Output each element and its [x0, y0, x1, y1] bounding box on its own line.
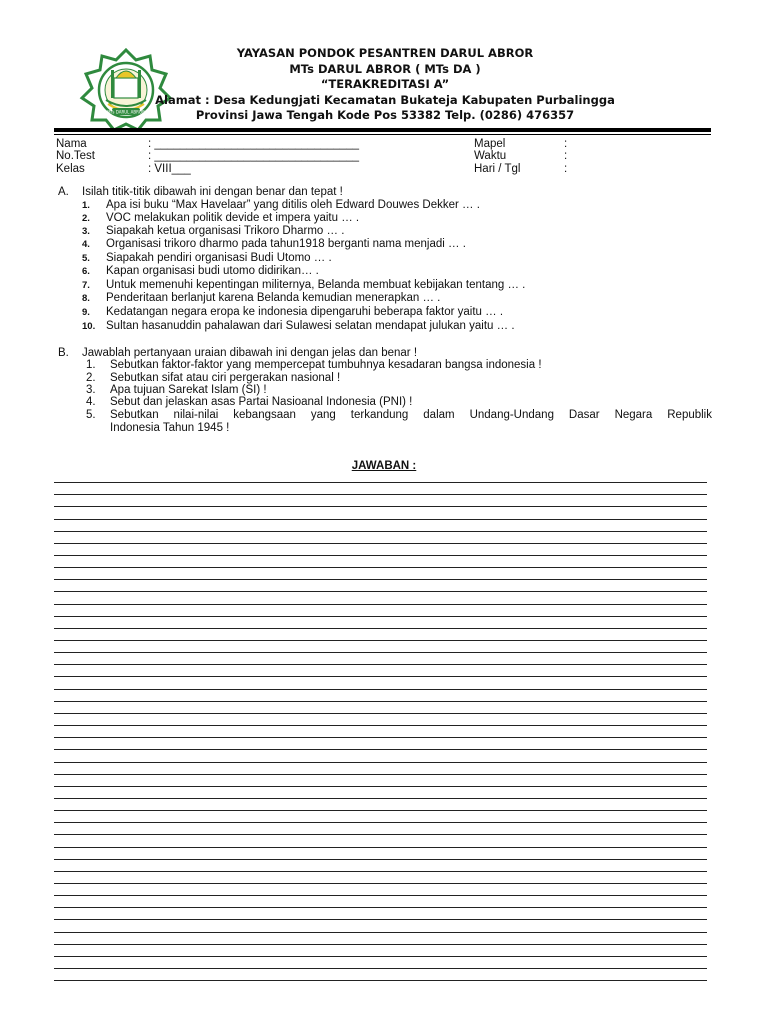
- question-text: Organisasi trikoro dharmo pada tahun1918 berganti nama menjadi … .: [106, 238, 466, 250]
- question-number: 5.: [86, 409, 96, 421]
- field-kelas[interactable]: : VIII___: [148, 163, 191, 175]
- field-mapel[interactable]: :: [564, 138, 568, 150]
- answer-line[interactable]: [54, 482, 707, 483]
- question-text: Penderitaan berlanjut karena Belanda kemudian menerapkan … .: [106, 292, 441, 304]
- question-text: Apa tujuan Sarekat Islam (SI) !: [110, 384, 267, 396]
- answer-line[interactable]: [54, 798, 707, 799]
- question-number: 1.: [82, 200, 90, 211]
- answer-line[interactable]: [54, 883, 707, 884]
- label-nama: Nama: [56, 138, 87, 150]
- answer-line[interactable]: [54, 640, 707, 641]
- label-mapel: Mapel: [474, 138, 506, 150]
- question-number: 10.: [82, 321, 96, 332]
- school-name: MTs DARUL ABROR ( MTs DA ): [289, 61, 481, 76]
- letterhead: [150, 46, 620, 124]
- address: Alamat : Desa Kedungjati Kecamatan Bukateja Kabupaten Purbalingga: [155, 92, 615, 107]
- question-text: VOC melakukan politik devide et impera yaitu … .: [106, 212, 360, 224]
- answer-line[interactable]: [54, 701, 707, 702]
- question-text: Sebutkan sifat atau ciri pergerakan nasional !: [110, 372, 341, 384]
- answer-line[interactable]: [54, 919, 707, 920]
- label-hari-tgl: Hari / Tgl: [474, 163, 521, 175]
- answer-line[interactable]: [54, 579, 707, 580]
- question-text: Sultan hasanuddin pahalawan dari Sulawesi selatan mendapat julukan yaitu … .: [106, 320, 515, 332]
- question-number: 1.: [86, 359, 96, 371]
- label-no-test: No.Test: [56, 150, 95, 162]
- question-text: Siapakah ketua organisasi Trikoro Dharmo … .: [106, 225, 345, 237]
- answer-line[interactable]: [54, 968, 707, 969]
- answer-line[interactable]: [54, 944, 707, 945]
- answer-line[interactable]: [54, 847, 707, 848]
- answer-line[interactable]: [54, 871, 707, 872]
- question-number: 7.: [82, 280, 90, 291]
- question-text: Sebut dan jelaskan asas Partai Nasioanal Indonesia (PNI) !: [110, 396, 413, 408]
- answer-heading: JAWABAN :: [351, 460, 417, 472]
- question-number: 8.: [82, 293, 90, 304]
- question-text: Apa isi buku “Max Havelaar” yang ditilis oleh Edward Douwes Dekker … .: [106, 199, 480, 211]
- question-text: Siapakah pendiri organisasi Budi Utomo … .: [106, 252, 332, 264]
- question-number: 4.: [82, 239, 90, 250]
- question-text: Kedatangan negara eropa ke indonesia dipengaruhi beberapa faktor yaitu … .: [106, 306, 504, 318]
- answer-line[interactable]: [54, 725, 707, 726]
- field-nama[interactable]: : ________________________________: [148, 138, 360, 150]
- section-a-instruction: Isilah titik-titik dibawah ini dengan benar dan tepat !: [82, 186, 343, 198]
- answer-line[interactable]: [54, 810, 707, 811]
- field-no-test[interactable]: : ________________________________: [148, 150, 360, 162]
- question-text: [110, 409, 712, 435]
- question-number: 2.: [86, 372, 96, 384]
- accreditation: “TERAKREDITASI A”: [320, 77, 450, 91]
- answer-line[interactable]: [54, 567, 707, 568]
- province-line: Provinsi Jawa Tengah Kode Pos 53382 Telp. (0286) 476357: [195, 108, 575, 122]
- question-text: Sebutkan faktor-faktor yang mempercepat tumbuhnya kesadaran bangsa indonesia !: [110, 359, 542, 371]
- question-number: 3.: [82, 226, 90, 237]
- foundation-name: YAYASAN PONDOK PESANTREN DARUL ABROR: [236, 46, 534, 60]
- question-text-line-2: Indonesia Tahun 1945 !: [110, 422, 230, 434]
- answer-line[interactable]: [54, 652, 707, 653]
- logo-text: MTs DARUL ABROR: [107, 109, 145, 115]
- section-a-heading: [58, 186, 343, 199]
- question-number: 4.: [86, 396, 96, 408]
- answer-line[interactable]: [54, 932, 707, 933]
- header-rule-thick: [54, 128, 711, 132]
- answer-line[interactable]: [54, 676, 707, 677]
- answer-line[interactable]: [54, 616, 707, 617]
- answer-line[interactable]: [54, 956, 707, 957]
- answer-line[interactable]: [54, 774, 707, 775]
- field-hari-tgl[interactable]: :: [564, 163, 568, 175]
- question-text-line-1: Sebutkan nilai-nilai kebangsaan yang terkandung dalam Undang-Undang Dasar Negara Republik: [110, 409, 712, 421]
- answer-line[interactable]: [54, 543, 707, 544]
- section-a-marker: A.: [58, 186, 69, 198]
- label-kelas: Kelas: [56, 163, 85, 175]
- answer-line[interactable]: [54, 628, 707, 629]
- answer-line[interactable]: [54, 980, 707, 981]
- answer-line[interactable]: [54, 907, 707, 908]
- question-number: 6.: [82, 266, 90, 277]
- question-text: Untuk memenuhi kepentingan militernya, Belanda membuat kebijakan tentang … .: [106, 279, 526, 291]
- answer-line[interactable]: [54, 689, 707, 690]
- answer-line[interactable]: [54, 859, 707, 860]
- answer-line[interactable]: [54, 506, 707, 507]
- answer-line[interactable]: [54, 519, 707, 520]
- answer-line[interactable]: [54, 822, 707, 823]
- answer-line[interactable]: [54, 749, 707, 750]
- answer-line[interactable]: [54, 895, 707, 896]
- section-b-instruction: Jawablah pertanyaan uraian dibawah ini dengan jelas dan benar !: [82, 347, 418, 359]
- answer-line[interactable]: [54, 834, 707, 835]
- answer-line[interactable]: [54, 494, 707, 495]
- question-number: 3.: [86, 384, 96, 396]
- answer-line[interactable]: [54, 786, 707, 787]
- section-b-marker: B.: [58, 347, 69, 359]
- answer-line[interactable]: [54, 664, 707, 665]
- label-waktu: Waktu: [474, 150, 507, 162]
- answer-line[interactable]: [54, 555, 707, 556]
- question-text: Kapan organisasi budi utomo didirikan… .: [106, 265, 319, 277]
- answer-line[interactable]: [54, 713, 707, 714]
- answer-line[interactable]: [54, 737, 707, 738]
- question-number: 5.: [82, 253, 90, 264]
- answer-line[interactable]: [54, 531, 707, 532]
- header-rule-thin: [54, 134, 711, 135]
- question-number: 2.: [82, 213, 90, 224]
- answer-line[interactable]: [54, 762, 707, 763]
- answer-line[interactable]: [54, 591, 707, 592]
- answer-line[interactable]: [54, 604, 707, 605]
- field-waktu[interactable]: :: [564, 150, 568, 162]
- question-number: 9.: [82, 307, 90, 318]
